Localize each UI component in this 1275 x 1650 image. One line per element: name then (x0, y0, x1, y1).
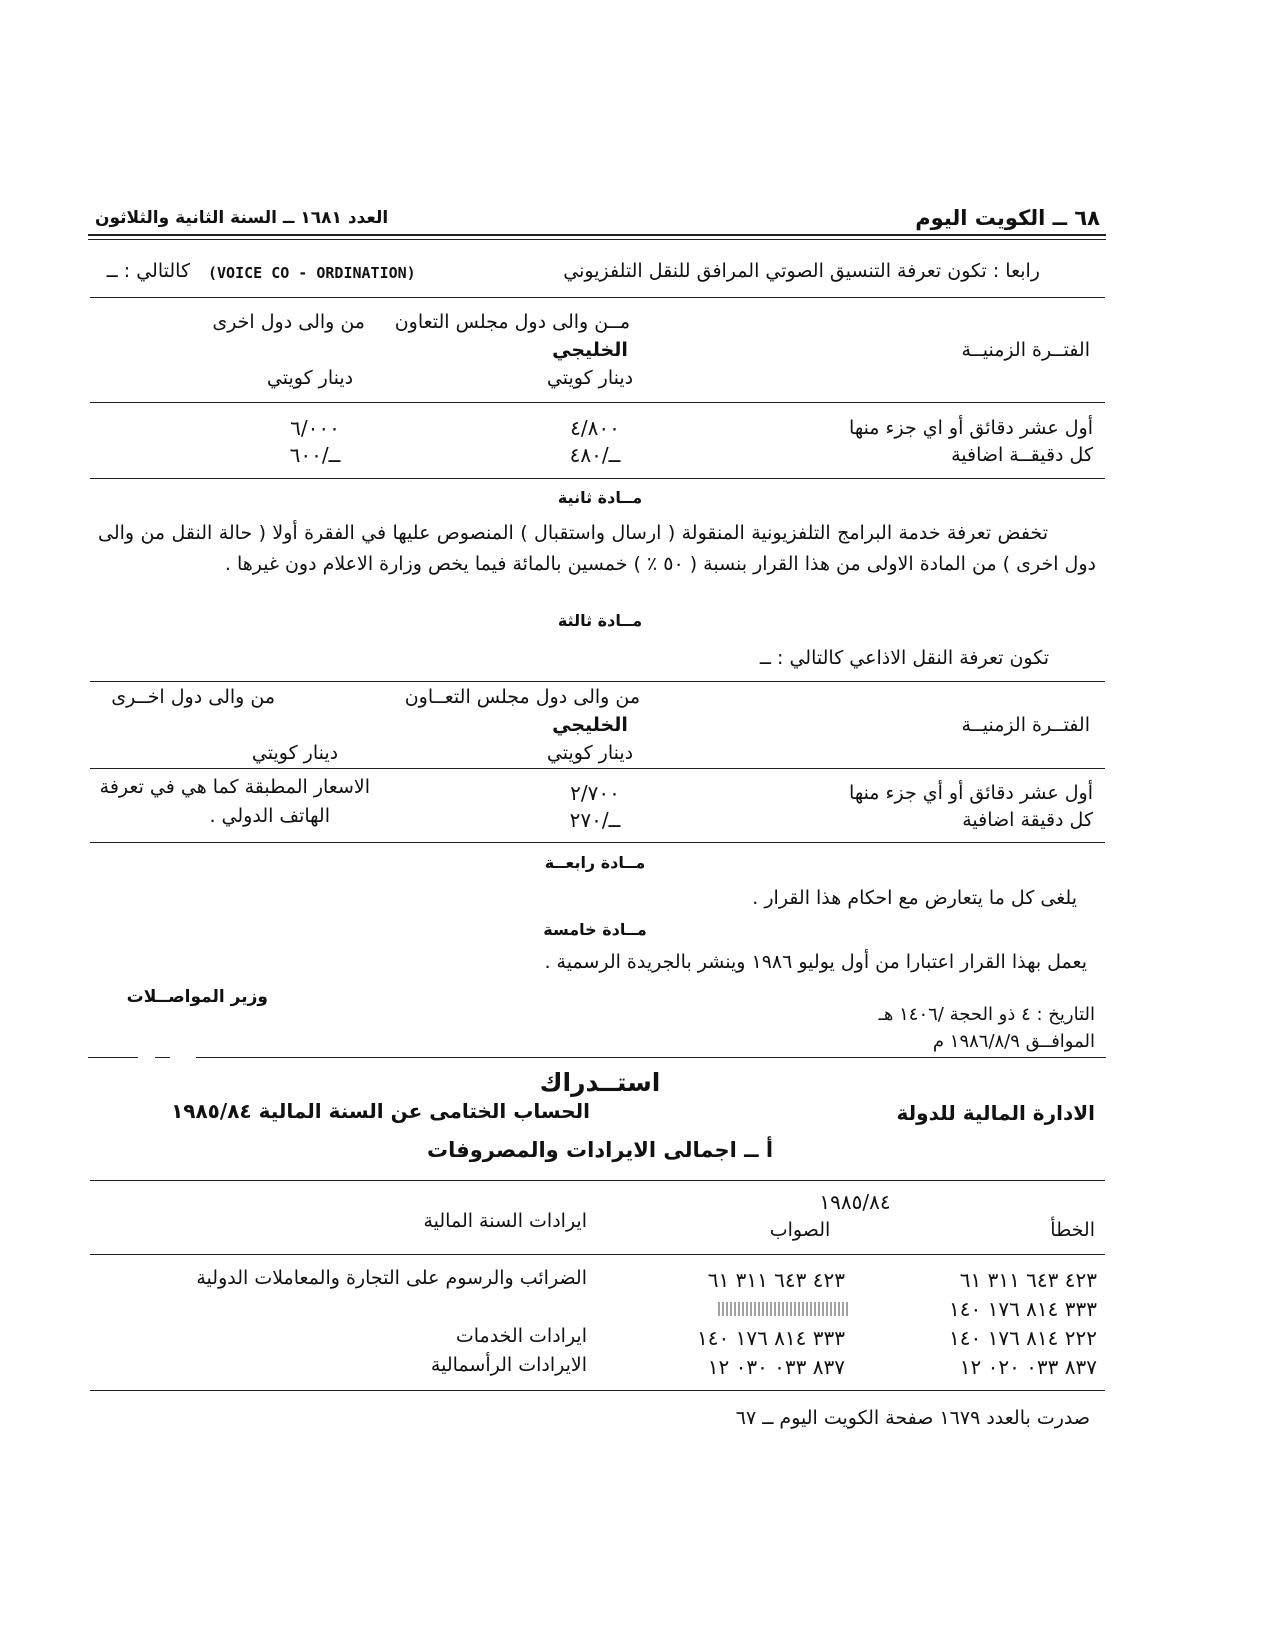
correction-row3-wrong: ٢٢٢ ٨١٤ ١٧٦ ١٤٠ (948, 1326, 1097, 1350)
correction-row4-right: ٨٣٧ ٠٣٣ ٠٣٠ ١٢ (707, 1355, 845, 1379)
table1-row2-period: كل دقيقــة اضافية (951, 444, 1093, 466)
table2-bottom-rule (90, 842, 1105, 843)
page-header-name: ٦٨ ــ الكويت اليوم (915, 206, 1100, 230)
table2-col-gcc-unit: دينار كويتي (546, 742, 634, 764)
minister-signature: وزير المواصــلات (126, 987, 268, 1007)
correction-row2-wrong: ٣٣٣ ٨١٤ ١٧٦ ١٤٠ (948, 1297, 1097, 1321)
table1-col-period: الفتــرة الزمنيــة (961, 339, 1090, 361)
table1-col-gcc-unit: دينار كويتي (546, 367, 634, 389)
article2-text: تخفض تعرفة خدمة البرامج التلفزيونية المنقولة ( ارسال واستقبال ) المنصوص عليها في الفقرة أولا ( حالة النقل من والى دول اخرى ) من المادة الاولى من هذا القرار بنسبة ( ٥٠ ٪ ) خمسين بالمائة فيما يخص وزارة الاعلام دون غيرها . (98, 522, 1096, 575)
table2-col-gcc-line2: الخليجي (552, 714, 628, 736)
table2-row1-period: أول عشر دقائق أو أي جزء منها (849, 782, 1093, 804)
separator-dash-2 (155, 1057, 170, 1058)
table2-top-rule (90, 681, 1105, 682)
correction-table-bottom-rule (90, 1390, 1105, 1391)
separator-rule (196, 1057, 1106, 1058)
article5-title: مــادة خامسة (543, 920, 647, 939)
article4-title: مــادة رابعــة (544, 853, 646, 872)
correction-row4-item: الايرادات الرأسمالية (430, 1354, 587, 1376)
table1-col-other-unit: دينار كويتي (266, 367, 354, 389)
correction-title: استــدراك (539, 1068, 661, 1097)
correction-header-rule (90, 1254, 1105, 1255)
ink-smudge (718, 1302, 850, 1316)
table1-col-gcc-line1: مــن والى دول مجلس التعاون (394, 311, 630, 333)
table2-col-period: الفتــرة الزمنيــة (961, 714, 1090, 736)
correction-subtitle: أ ــ اجمالى الايرادات والمصروفات (426, 1138, 774, 1162)
table1-row1-period: أول عشر دقائق أو اي جزء منها (849, 417, 1093, 439)
correction-row1-wrong: ٤٢٣ ٦٤٣ ٣١١ ٦١ (959, 1268, 1097, 1292)
table1-row2-gcc: ــ/٤٨٠ (569, 443, 621, 467)
table2-row1-gcc: ٢/٧٠٠ (570, 781, 620, 805)
table1-top-rule (90, 297, 1105, 298)
table2-row2-gcc: ــ/٢٧٠ (569, 808, 621, 832)
header-rule-top (88, 234, 1106, 236)
correction-account: الحساب الختامى عن السنة المالية ١٩٨٥/٨٤ (171, 1099, 590, 1123)
table1-bottom-rule (90, 478, 1105, 479)
table2-col-gcc-line1: من والى دول مجلس التعــاون (404, 686, 640, 708)
issue-number: العدد ١٦٨١ ــ السنة الثانية والثلاثون (95, 208, 389, 228)
correction-org: الادارة المالية للدولة (896, 1101, 1095, 1125)
header-rule-bottom (88, 239, 1106, 240)
date-hijri: التاريخ : ٤ ذو الحجة /١٤٠٦ هـ (878, 1004, 1095, 1025)
footer-note: صدرت بالعدد ١٦٧٩ صفحة الكويت اليوم ــ ٦٧ (735, 1407, 1090, 1429)
table1-row1-gcc: ٤/٨٠٠ (570, 416, 620, 440)
clause4-tail: كالتالي : ــ (106, 260, 190, 282)
correction-row1-right: ٤٢٣ ٦٤٣ ٣١١ ٦١ (707, 1268, 845, 1292)
correction-col-right: الصواب (769, 1219, 831, 1241)
table2-header-rule (90, 768, 1105, 769)
correction-year: ١٩٨٥/٨٤ (819, 1190, 891, 1214)
correction-row4-wrong: ٨٣٧ ٠٣٣ ٠٢٠ ١٢ (959, 1355, 1097, 1379)
table1-header-rule (90, 402, 1105, 403)
table1-col-gcc-line2: الخليجي (552, 339, 628, 361)
table2-row2-other: الهاتف الدولي . (209, 805, 330, 827)
correction-row1-item: الضرائب والرسوم على التجارة والمعاملات الدولية (196, 1267, 587, 1289)
table2-col-other: من والى دول اخــرى (111, 686, 275, 708)
article2-title: مــادة ثانية (557, 488, 643, 507)
article4-text: يلغى كل ما يتعارض مع احكام هذا القرار . (752, 887, 1077, 909)
article3-title: مــادة ثالثة (557, 611, 643, 630)
table1-col-other: من والى دول اخرى (212, 311, 365, 333)
table2-row2-period: كل دقيقة اضافية (962, 809, 1093, 831)
table2-col-other-unit: دينار كويتي (251, 742, 339, 764)
table1-row2-other: ــ/٦٠٠ (289, 443, 341, 467)
correction-col-item: ايرادات السنة المالية (423, 1210, 587, 1232)
article5-text: يعمل بهذا القرار اعتبارا من أول يوليو ١٩٨٦ وينشر بالجريدة الرسمية . (544, 951, 1087, 973)
date-gregorian: الموافــق ١٩٨٦/٨/٩ م (932, 1031, 1095, 1052)
separator-dash-1 (88, 1057, 138, 1058)
table2-row1-other: الاسعار المطبقة كما هي في تعرفة (99, 776, 370, 798)
correction-row3-right: ٣٣٣ ٨١٤ ١٧٦ ١٤٠ (696, 1326, 845, 1350)
article3-text: تكون تعرفة النقل الاذاعي كالتالي : ــ (759, 647, 1049, 669)
clause4-english-term: (VOICE CO - ORDINATION) (208, 264, 416, 282)
correction-row3-item: ايرادات الخدمات (455, 1325, 587, 1347)
correction-col-wrong: الخطأ (1050, 1219, 1095, 1241)
table1-row1-other: ٦/٠٠٠ (290, 416, 340, 440)
clause4-intro: رابعا : تكون تعرفة التنسيق الصوتي المرافق للنقل التلفزيوني (563, 260, 1040, 282)
correction-table-top-rule (90, 1180, 1105, 1181)
